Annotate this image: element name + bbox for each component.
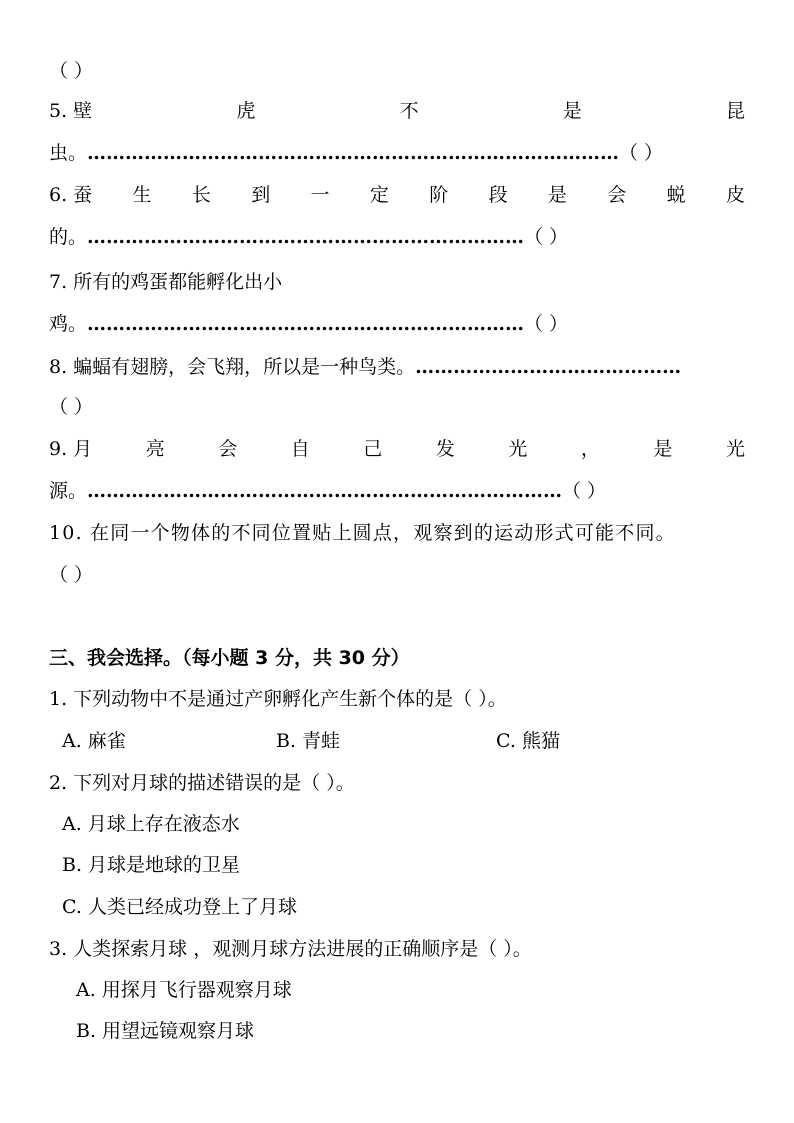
q10-answer-paren: （ ） [49, 564, 94, 586]
s3-q3-stem: 3. 人类探索月球 ，观测月球方法进展的正确顺序是（ ）。 [49, 938, 532, 960]
s3-q2-option-c[interactable]: C. 人类已经成功登上了月球 [62, 896, 297, 918]
s3-q1-option-a[interactable]: A. 麻雀 [62, 730, 126, 752]
q6-answer-paren: （ ） [524, 226, 569, 248]
q9-answer-paren: （ ） [562, 480, 607, 502]
q7-line2: 鸡。……………………………………………………………（ ） [49, 313, 569, 335]
s3-q1-option-b[interactable]: B. 青蛙 [276, 730, 341, 752]
q5-line1: 5. 壁 虎 不 是 昆 [49, 100, 745, 122]
q8-line1: 8. 蝙蝠有翅膀，会飞翔，所以是一种鸟类。…………………………………… [49, 356, 682, 378]
q9-line2: 源。…………………………………………………………………（ ） [49, 480, 607, 502]
q7-line1: 7. 所有的鸡蛋都能孵化出小 [49, 271, 283, 293]
q6-line2: 的。……………………………………………………………（ ） [49, 226, 569, 248]
s3-q2-option-a[interactable]: A. 月球上存在液态水 [62, 813, 240, 835]
s3-q2-stem: 2. 下列对月球的描述错误的是（ ）。 [49, 772, 355, 794]
q5-answer-paren: （ ） [619, 142, 664, 164]
q4-answer-paren: （ ） [49, 60, 94, 82]
s3-q1-stem: 1. 下列动物中不是通过产卵孵化产生新个体的是（ ）。 [49, 688, 507, 710]
q10-line1: 10. 在同一个物体的不同位置贴上圆点，观察到的运动形式可能不同。 [49, 522, 676, 544]
q8-answer-paren: （ ） [49, 396, 94, 418]
s3-q3-option-a[interactable]: A. 用探月飞行器观察月球 [76, 979, 292, 1001]
q9-line1: 9. 月 亮 会 自 己 发 光 ， 是 光 [49, 438, 745, 460]
q6-line1: 6. 蚕 生 长 到 一 定 阶 段 是 会 蜕 皮 [49, 184, 745, 206]
s3-q3-option-b[interactable]: B. 用望远镜观察月球 [76, 1020, 255, 1042]
q5-line2: 虫。…………………………………………………………………………（ ） [49, 142, 664, 164]
q7-answer-paren: （ ） [524, 313, 569, 335]
section3-heading: 三、我会选择。（每小题 3 分，共 30 分） [49, 647, 410, 669]
s3-q2-option-b[interactable]: B. 月球是地球的卫星 [62, 854, 241, 876]
s3-q1-option-c[interactable]: C. 熊猫 [496, 730, 560, 752]
